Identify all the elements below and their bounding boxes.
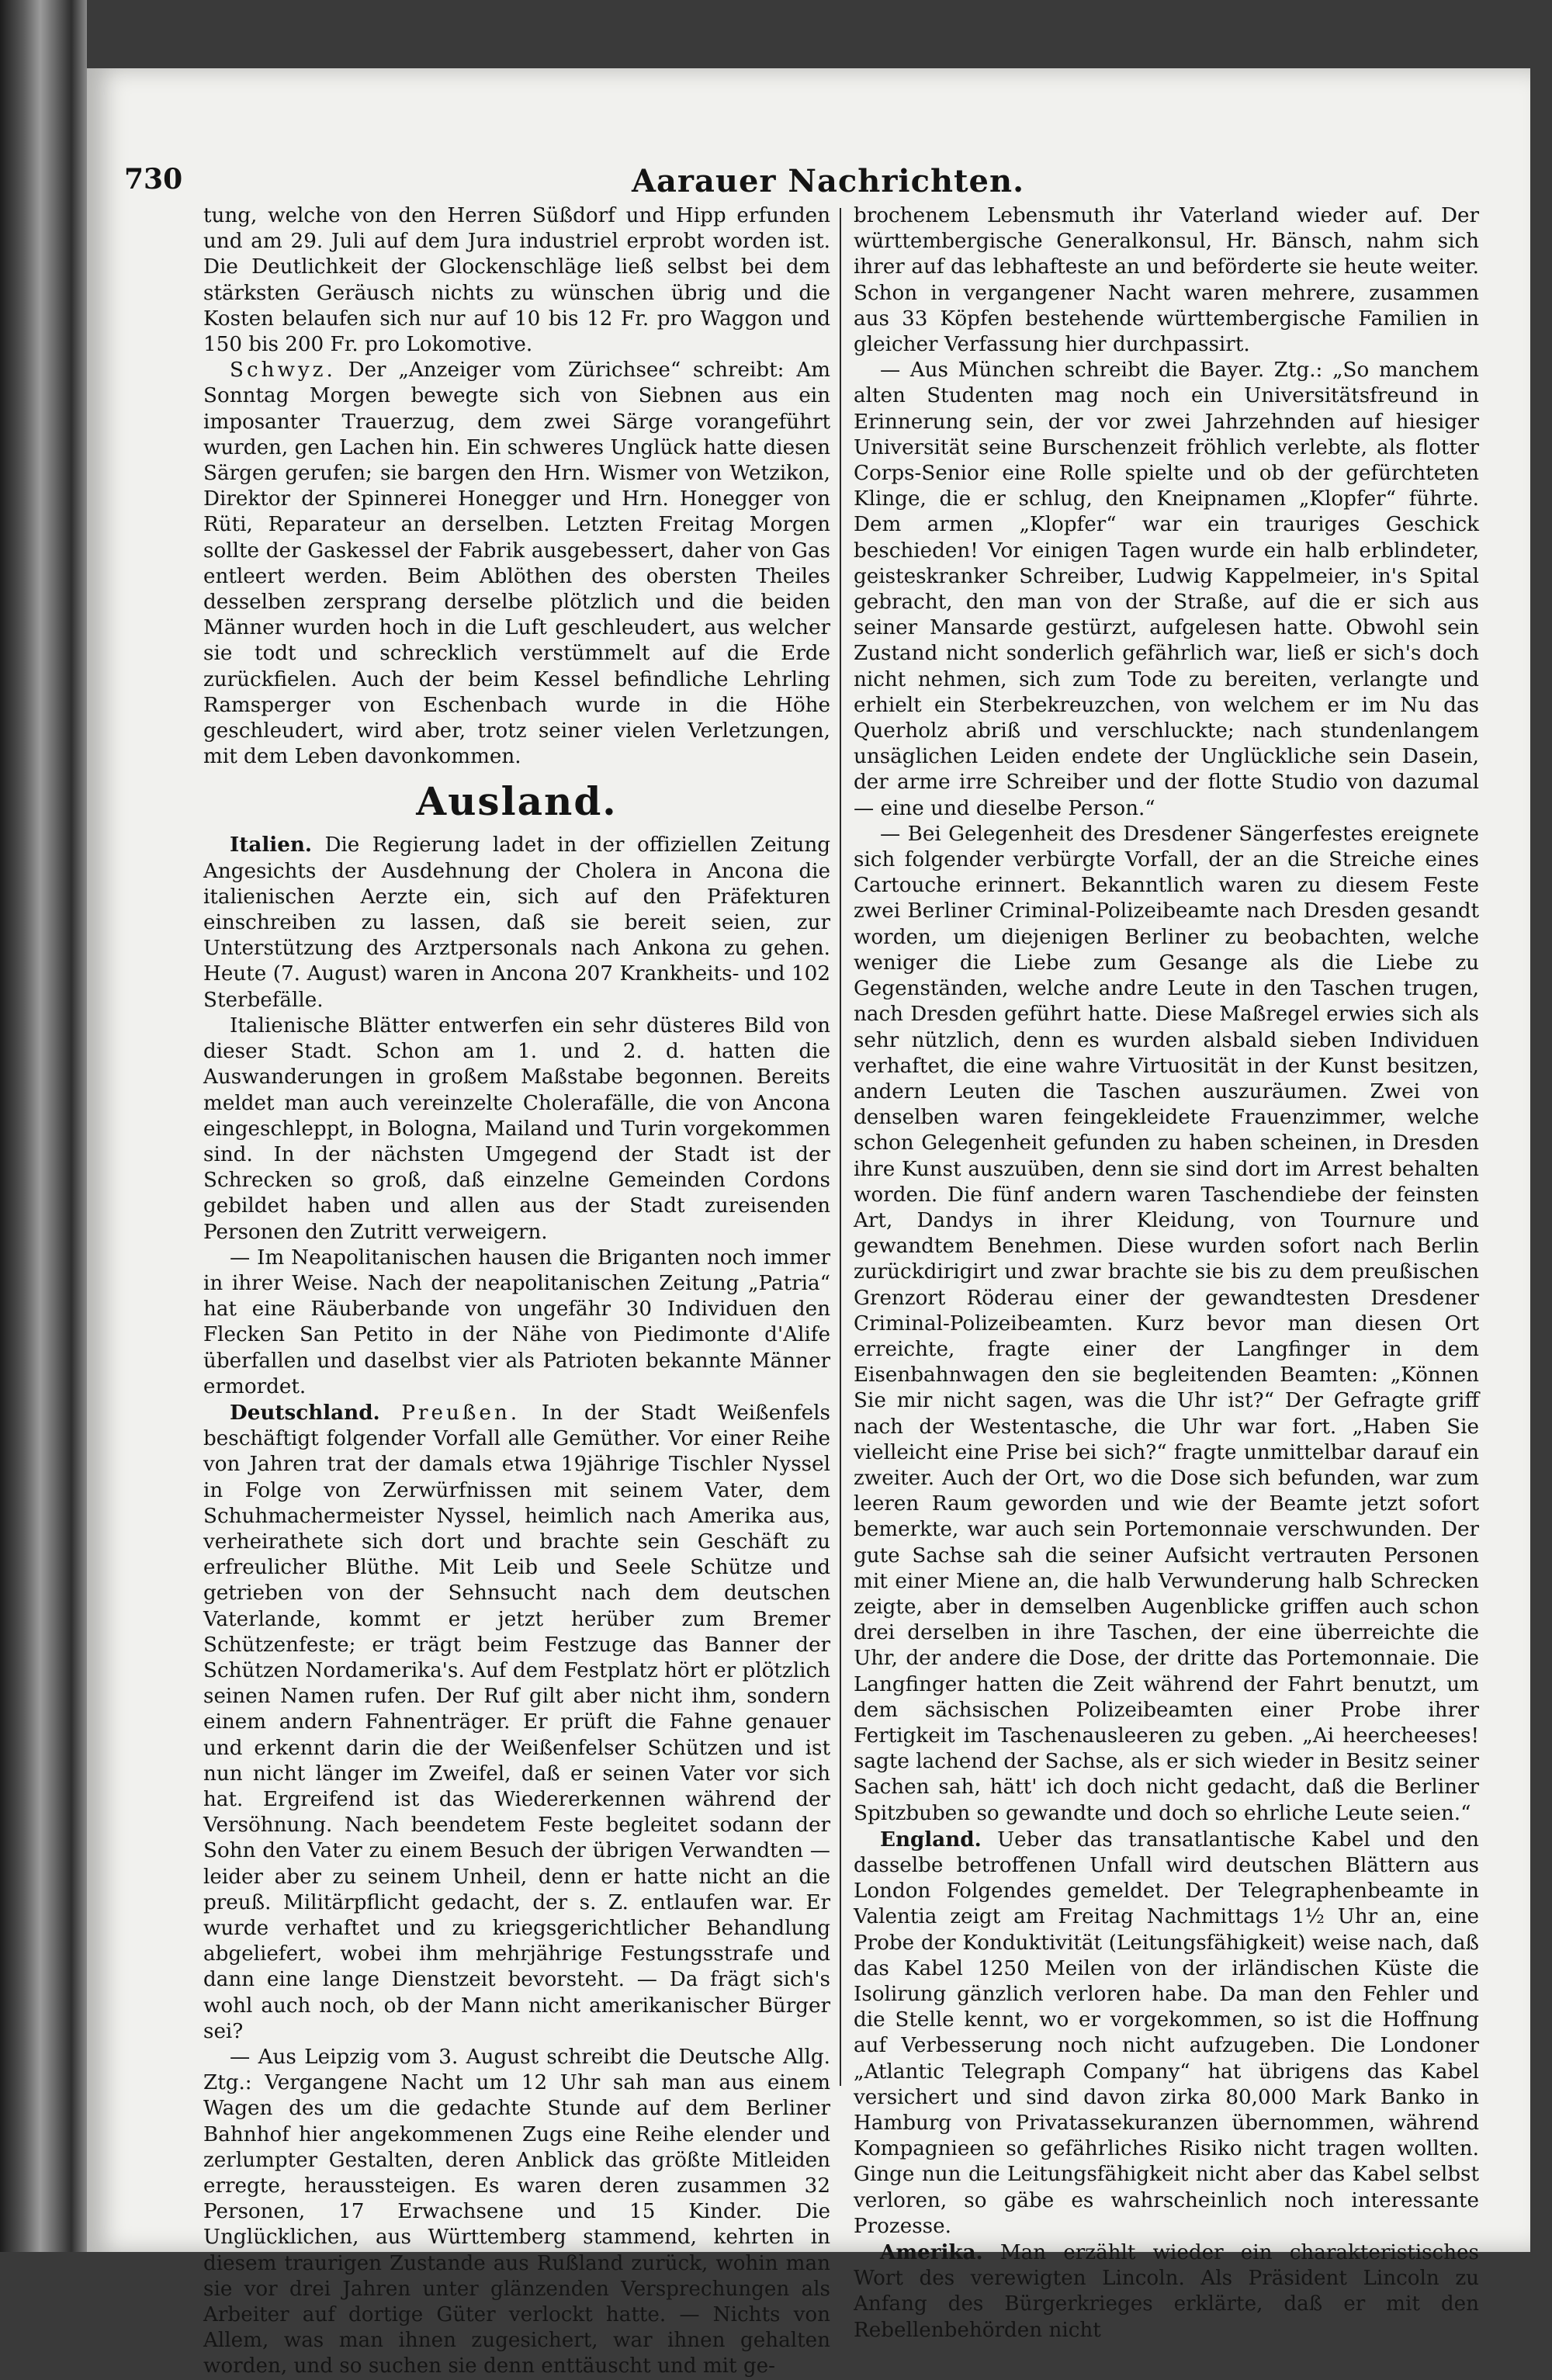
country-keyword: Italien.: [230, 833, 313, 857]
country-keyword: Amerika.: [880, 2240, 983, 2265]
left-column: [203, 203, 830, 2378]
paragraph-text: Man erzählt wieder ein charakteristisches Wort des verewigten Lincoln. Als Präsident Lincoln zu Anfang des Bürgerkrieges erklärte, daß er mit den Rebellenbehörden nicht: [854, 2241, 1479, 2342]
paragraph-text: In der Stadt Weißenfels beschäftigt folgender Vorfall alle Gemüther. Vor einer Reihe von Jahren trat der damals etwa 19jährige Tischler Nyssel in Folge von Zerwürfnissen mit seinem Vater, dem Schuhmachermeister Nyssel, heimlich nach Amerika aus, verheirathete sich dort und brachte sein Geschäft zu erfreulicher Blüthe. Mit Leib und Seele Schütze und getrieben von der Sehnsucht nach dem deutschen Vaterlande, kommt er jetzt herüber zum Bremer Schützenfeste; er trägt beim Festzuge das Banner der Schützen Nordamerika's. Auf dem Festplatz hört er plötzlich seinen Namen rufen. Der Ruf gilt aber nicht ihm, sondern einem andern Fahnenträger. Er prüft die Fahne genauer und erkennt darin die der Weißenfelser Schützen und ist nun nicht länger im Zweifel, daß er seinen Vater vor sich hat. Ergreifend ist das Wiedererkennen während der Versöhnung. Nach beendetem Feste begleitet sodann der Sohn den Vater zu einem Besuch der übrigen Verwandten — leider aber zu seinem Unheil, denn er hatte nicht an die preuß. Militärpflicht gedacht, der s. Z. entlaufen war. Er wurde verhaftet und zu kriegsgerichtlicher Behandlung abgeliefert, wobei ihm mehrjährige Festungsstrafe und dann eine lange Dienstzeit bevorsteht. — Da frägt sich's wohl auch noch, ob der Mann nicht amerikanischer Bürger sei?: [203, 1401, 830, 2043]
page-number: 730: [124, 163, 183, 196]
article-paragraph: — Aus München schreibt die Bayer. Ztg.: „So manchem alten Studenten mag noch ein Universitätsfreund in Erinnerung sein, der vor zwei Jahrzehnden auf hiesiger Universität seine Burschenzeit fröhlich verlebte, als flotter Corps-Senior eine Rolle spielte und ob der gefürchteten Klinge, die er schlug, den Kneipnamen „Klopfer“ führte. Dem armen „Klopfer“ war ein trauriges Geschick beschieden! Vor einigen Tagen wurde ein halb erblindeter, geisteskranker Schreiber, Ludwig Kappelmeier, in's Spital gebracht, den man von der Straße, auf die er sich aus seiner Mansarde gestürzt, aufgelesen hatte. Obwohl sein Zustand nicht sonderlich gefährlich war, ließ er sich's doch nicht nehmen, sich zum Tode zu bereiten, verlangte und erhielt ein Sterbekreuzchen, von welchem er im Nu das Querholz abriß und verschluckte; nach stundenlangem unsäglichen Leiden endete der Unglückliche sein Dasein, der arme irre Schreiber und der flotte Studio von dazumal — eine und dieselbe Person.“: [854, 359, 1479, 820]
article-paragraph: [203, 1400, 830, 2045]
article-paragraph: [854, 2240, 1479, 2344]
column-divider: [840, 208, 841, 2086]
article-paragraph: — Im Neapolitanischen hausen die Briganten noch immer in ihrer Weise. Nach der neapolitanischen Zeitung „Patria“ hat eine Räuberbande von ungefähr 30 Individuen den Flecken San Petito in der Nähe von Piedimonte d'Alife überfallen und daselbst vier als Patrioten bekannte Männer ermordet.: [203, 1245, 830, 1398]
article-paragraph: — Aus Leipzig vom 3. August schreibt die Deutsche Allg. Ztg.: Vergangene Nacht um 12 Uhr sah man aus einem Wagen des um die gedachte Stunde auf dem Berliner Bahnhof hier angekommenen Zugs eine Reihe elender und zerlumpter Gestalten, deren Anblick das größte Mitleiden erregte, heraussteigen. Es waren deren zusammen 32 Personen, 17 Erwachsene und 15 Kinder. Die Unglücklichen, aus Württemberg stammend, kehrten in diesem traurigen Zustande aus Rußland zurück, wohin man sie vor drei Jahren unter glänzenden Versprechungen als Arbeiter auf dortige Güter verlockt hatte. — Nichts von Allem, was man ihnen zugesichert, war ihnen gehalten worden, und so suchen sie denn enttäuscht und mit ge-: [203, 2046, 830, 2378]
book-binding: [0, 0, 87, 2252]
article-paragraph: brochenem Lebensmuth ihr Vaterland wieder auf. Der württembergische Generalkonsul, Hr. Bänsch, nahm sich ihrer auf das lebhafteste an und beförderte sie heute weiter. Schon in vergangener Nacht waren mehrere, zusammen aus 33 Köpfen bestehende württembergische Familien in gleicher Verfassung hier durchpassirt.: [854, 204, 1479, 357]
page-header: [124, 163, 1024, 206]
paragraph-text: Der „Anzeiger vom Zürichsee“ schreibt: Am Sonntag Morgen bewegte sich von Siebnen aus ein imposanter Trauerzug, dem zwei Särge vorangeführt wurden, gen Lachen hin. Ein schweres Unglück hatte diesen Särgen gerufen; sie bargen den Hrn. Wismer von Wetzikon, Direktor der Spinnerei Honegger und Hrn. Honegger von Rüti, Reparateur an derselben. Letzten Freitag Morgen sollte der Gaskessel der Fabrik ausgebessert, daher von Gas entleert werden. Beim Ablöthen des obersten Theiles desselben zersprang derselbe plötzlich und die beiden Männer wurden hoch in die Luft geschleudert, aus welcher sie todt und schrecklich verstümmelt auf die Erde zurückfielen. Auch der beim Kessel befindliche Lehrling Ramsperger von Eschenbach wurde in die Höhe geschleudert, wird aber, trotz seiner vielen Verletzungen, mit dem Leben davonkommen.: [203, 359, 830, 769]
article-paragraph: [203, 358, 830, 770]
article-paragraph: [854, 1827, 1479, 2240]
right-column: [854, 203, 1479, 2342]
section-heading: Ausland.: [416, 778, 618, 825]
paragraph-text: Ueber das transatlantische Kabel und den dasselbe betroffenen Unfall wird deutschen Blättern aus London Folgendes gemeldet. Der Telegraphenbeamte in Valentia zeigt am Freitag Nachmittags 1½ Uhr an, eine Probe der Konduktivität (Leitungsfähigkeit) weise nach, daß das Kabel 1250 Meilen von der irländischen Küste die Isolirung gänzlich verloren habe. Da man den Fehler und die Stelle kennt, wo er vorgekommen, so ist die Hoffnung auf Verbesserung noch nicht aufzugeben. Die Londoner „Atlantic Telegraph Company“ hat übrigens das Kabel versichert und sind davon zirka 80,000 Mark Banko in Hamburg von Privatassekuranzen übernommen, während Kompagnieen so gefährliches Risiko nicht tragen wollten. Ginge nun die Leitungsfähigkeit nicht aber das Kabel selbst verloren, so gäbe es wahrscheinlich noch interessante Prozesse.: [854, 1827, 1479, 2238]
country-keyword: England.: [880, 1827, 982, 1852]
article-paragraph: Italienische Blätter entwerfen ein sehr düsteres Bild von dieser Stadt. Schon am 1. und 2. d. hatten die Auswanderungen in großem Maßstabe begonnen. Bereits meldet man auch vereinzelte Cholerafälle, die von Ancona eingeschleppt, in Bologna, Mailand und Turin vorgekommen sind. In der nächsten Umgegend der Stadt ist der Schrecken so groß, daß einzelne Gemeinden Cordons gebildet haben und allen aus der Stadt zureisenden Personen den Zutritt verweigern.: [203, 1013, 830, 1244]
article-paragraph: [203, 832, 830, 1013]
paragraph-text: Die Regierung ladet in der offiziellen Zeitung Angesichts der Ausdehnung der Cholera in Ancona die italienischen Aerzte ein, sich auf den Präfekturen einschreiben zu lassen, daß sie bereit seien, zur Unterstützung des Arztpersonals nach Ankona zu gehen. Heute (7. August) waren in Ancona 207 Krankheits- und 102 Sterbefälle.: [203, 833, 830, 1012]
location-keyword: Schwyz.: [230, 359, 336, 383]
masthead-title: Aarauer Nachrichten.: [631, 163, 1024, 199]
article-paragraph: — Bei Gelegenheit des Dresdener Sängerfestes ereignete sich folgender verbürgte Vorfall, der an die Streiche eines Cartouche erinnert. Bekanntlich waren zu diesem Feste zwei Berliner Criminal-Polizeibeamte nach Dresden gesandt worden, um diejenigen Berliner zu beobachten, welche weniger die Liebe zum Gesange als die Liebe zu Gegenständen, welche andre Leute in den Taschen trugen, nach Dresden geführt hatte. Diese Maßregel erwies sich als sehr nützlich, denn es wurden alsbald sieben Individuen verhaftet, die eine wahre Virtuosität in der Kunst besitzen, andern Leuten die Taschen auszuräumen. Zwei von denselben waren feingekleidete Frauenzimmer, welche schon Gelegenheit gefunden zu haben scheinen, in Dresden ihre Kunst auszuüben, denn sie sind dort im Arrest behalten worden. Die fünf andern waren Taschendiebe der feinsten Art, Dandys in ihrer Kleidung, von Tournure und gewandtem Benehmen. Diese wurden sofort nach Berlin zurückdirigirt und zwar brachte sie bis zu dem preußischen Grenzort Röderau einer der gewandtesten Dresdener Criminal-Polizeibeamten. Kurz bevor man diesen Ort erreichte, fragte einer der Langfinger in dem Eisenbahnwagen den sie begleitenden Beamten: „Können Sie mir nicht sagen, was die Uhr ist?“ Der Gefragte griff nach der Westentasche, die Uhr war fort. „Haben Sie vielleicht eine Prise bei sich?“ fragte unmittelbar darauf ein zweiter. Auch der Ort, wo die Dose sich befunden, war zum leeren Raum geworden und wie der Beamte jetzt sofort bemerkte, war auch sein Portemonnaie verschwunden. Der gute Sachse sah die seiner Aufsicht vertrauten Personen mit einer Miene an, die halb Verwunderung halb Schrecken zeigte, aber in demselben Augenblicke griffen auch schon drei derselben in ihre Taschen, der eine überreichte die Uhr, der andere die Dose, der dritte das Portemonnaie. Die Langfinger hatten die Zeit während der Fahrt benutzt, um dem sächsischen Polizeibeamten einer Probe ihrer Fertigkeit im Taschenausleeren zu geben. „Ai heercheeses! sagte lachend der Sachse, als er sich wieder in Besitz seiner Sachen sah, hätt' ich doch nicht gedacht, daß die Berliner Spitzbuben so gewandte und doch so ehrliche Leute seien.“: [854, 822, 1479, 1825]
location-keyword: Preußen.: [401, 1401, 521, 1425]
article-paragraph: tung, welche von den Herren Süßdorf und Hipp erfunden und am 29. Juli auf dem Jura industriel erprobt worden ist. Die Deutlichkeit der Glockenschläge ließ selbst bei dem stärksten Geräusch nichts zu wünschen übrig und die Kosten belaufen sich nur auf 10 bis 12 Fr. pro Waggon und 150 bis 200 Fr. pro Lokomotive.: [203, 204, 830, 357]
country-keyword: Deutschland.: [230, 1400, 380, 1425]
